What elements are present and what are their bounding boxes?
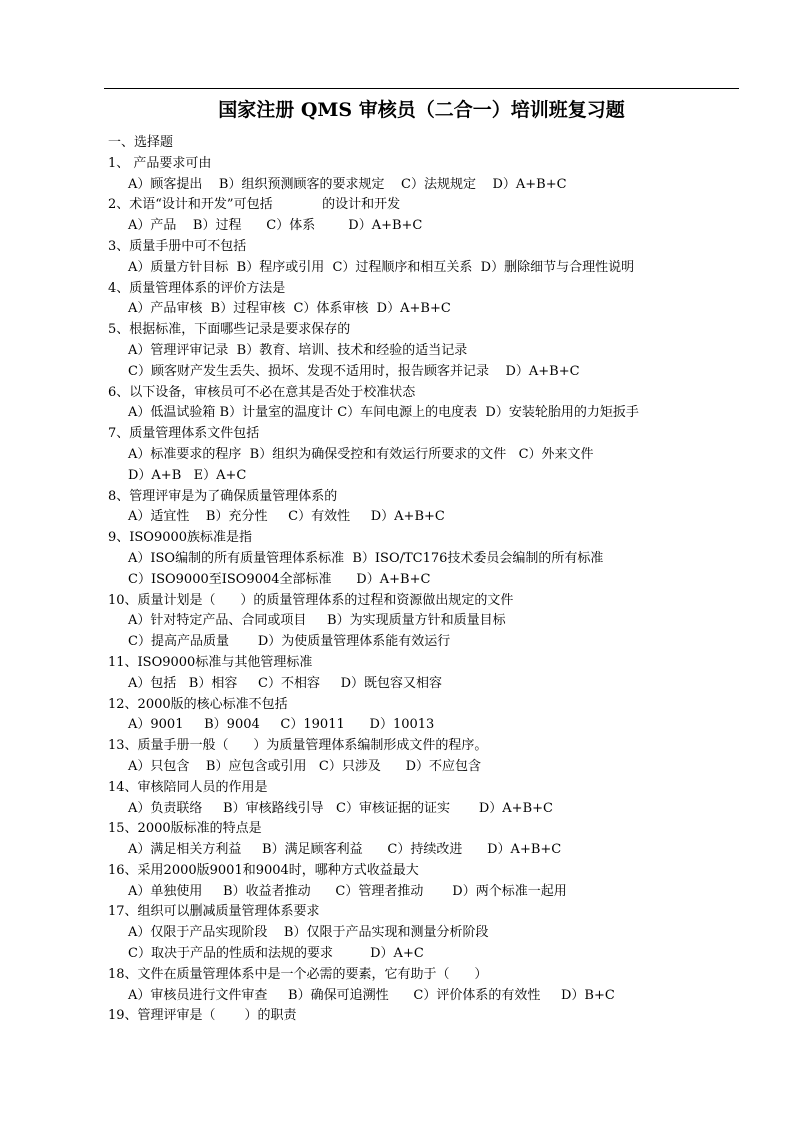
question-9: 9、ISO9000族标准是指 — [108, 530, 253, 546]
question-7: 7、质量管理体系文件包括 — [108, 426, 260, 442]
question-12: 12、2000版的核心标准不包括 — [108, 696, 288, 712]
question-7-options-2: D）A+B E）A+C — [128, 467, 247, 483]
question-15: 15、2000版标准的特点是 — [108, 821, 262, 837]
question-10: 10、质量计划是（ ）的质量管理体系的过程和资源做出规定的文件 — [108, 592, 514, 608]
question-5-options-2: C）顾客财产发生丢失、损坏、发现不适用时，报告顾客并记录 D）A+B+C — [128, 363, 580, 379]
question-13: 13、质量手册一般（ ）为质量管理体系编制形成文件的程序。 — [108, 738, 488, 754]
question-10-options-2: C）提高产品质量 D）为使质量管理体系能有效运行 — [128, 634, 451, 650]
question-18: 18、文件在质量管理体系中是一个必需的要素，它有助于（ ） — [108, 966, 488, 982]
question-6-options-1: A）低温试验箱 B）计量室的温度计 C）车间电源上的电度表 D）安装轮胎用的力矩扳手 — [128, 405, 639, 421]
question-4: 4、质量管理体系的评价方法是 — [108, 280, 286, 296]
question-list — [108, 133, 748, 1027]
question-14: 14、审核陪同人员的作用是 — [108, 779, 268, 795]
question-2: 2、术语“设计和开发”可包括 的设计和开发 — [108, 197, 401, 213]
question-2-options-1: A）产品 B）过程 C）体系 D）A+B+C — [128, 218, 423, 234]
question-9-options-2: C）ISO9000至ISO9004全部标准 D）A+B+C — [128, 571, 431, 587]
question-19: 19、管理评审是（ ）的职责 — [108, 1008, 297, 1024]
question-16: 16、采用2000版9001和9004时，哪种方式收益最大 — [108, 862, 419, 878]
question-1: 1、 产品要求可由 — [108, 155, 212, 171]
question-7-options-1: A）标准要求的程序 B）组织为确保受控和有效运行所要求的文件 C）外来文件 — [128, 446, 594, 462]
question-17-options-1: A）仅限于产品实现阶段 B）仅限于产品实现和测量分析阶段 — [128, 925, 489, 941]
question-5: 5、根据标准，下面哪些记录是要求保存的 — [108, 322, 351, 338]
question-3: 3、质量手册中可不包括 — [108, 238, 247, 254]
question-9-options-1: A）ISO编制的所有质量管理体系标准 B）ISO/TC176技术委员会编制的所有标准 — [128, 550, 604, 566]
question-18-options-1: A）审核员进行文件审查 B）确保可追溯性 C）评价体系的有效性 D）B+C — [128, 987, 615, 1003]
question-16-options-1: A）单独使用 B）收益者推动 C）管理者推动 D）两个标准一起用 — [128, 883, 567, 899]
question-14-options-1: A）负责联络 B）审核路线引导 C）审核证据的证实 D）A+B+C — [128, 800, 553, 816]
question-13-options-1: A）只包含 B）应包含或引用 C）只涉及 D）不应包含 — [128, 758, 482, 774]
section-heading: 一、选择题 — [108, 135, 174, 150]
question-17: 17、组织可以删减质量管理体系要求 — [108, 904, 320, 920]
question-8-options-1: A）适宜性 B）充分性 C）有效性 D）A+B+C — [128, 509, 445, 525]
question-8: 8、管理评审是为了确保质量管理体系的 — [108, 488, 338, 504]
question-15-options-1: A）满足相关方利益 B）满足顾客利益 C）持续改进 D）A+B+C — [128, 842, 562, 858]
question-10-options-1: A）针对特定产品、合同或项目 B）为实现质量方针和质量目标 — [128, 613, 506, 629]
question-11-options-1: A）包括 B）相容 C）不相容 D）既包容又相容 — [128, 675, 443, 691]
question-3-options-1: A）质量方针目标 B）程序或引用 C）过程顺序和相互关系 D）删除细节与合理性说明 — [128, 259, 635, 275]
question-1-options-1: A）顾客提出 B）组织预测顾客的要求规定 C）法规规定 D）A+B+C — [128, 176, 567, 192]
question-4-options-1: A）产品审核 B）过程审核 C）体系审核 D）A+B+C — [128, 301, 451, 317]
question-6: 6、以下设备，审核员可不必在意其是否处于校准状态 — [108, 384, 416, 400]
question-17-options-2: C）取决于产品的性质和法规的要求 D）A+C — [128, 946, 424, 962]
page-title: 国家注册 QMS 审核员（二合一）培训班复习题 — [218, 99, 625, 121]
question-5-options-1: A）管理评审记录 B）教育、培训、技术和经验的适当记录 — [128, 342, 468, 358]
header-rule — [104, 88, 739, 89]
question-11: 11、ISO9000标准与其他管理标准 — [108, 654, 313, 670]
question-12-options-1: A）9001 B）9004 C）19011 D）10013 — [128, 717, 435, 733]
